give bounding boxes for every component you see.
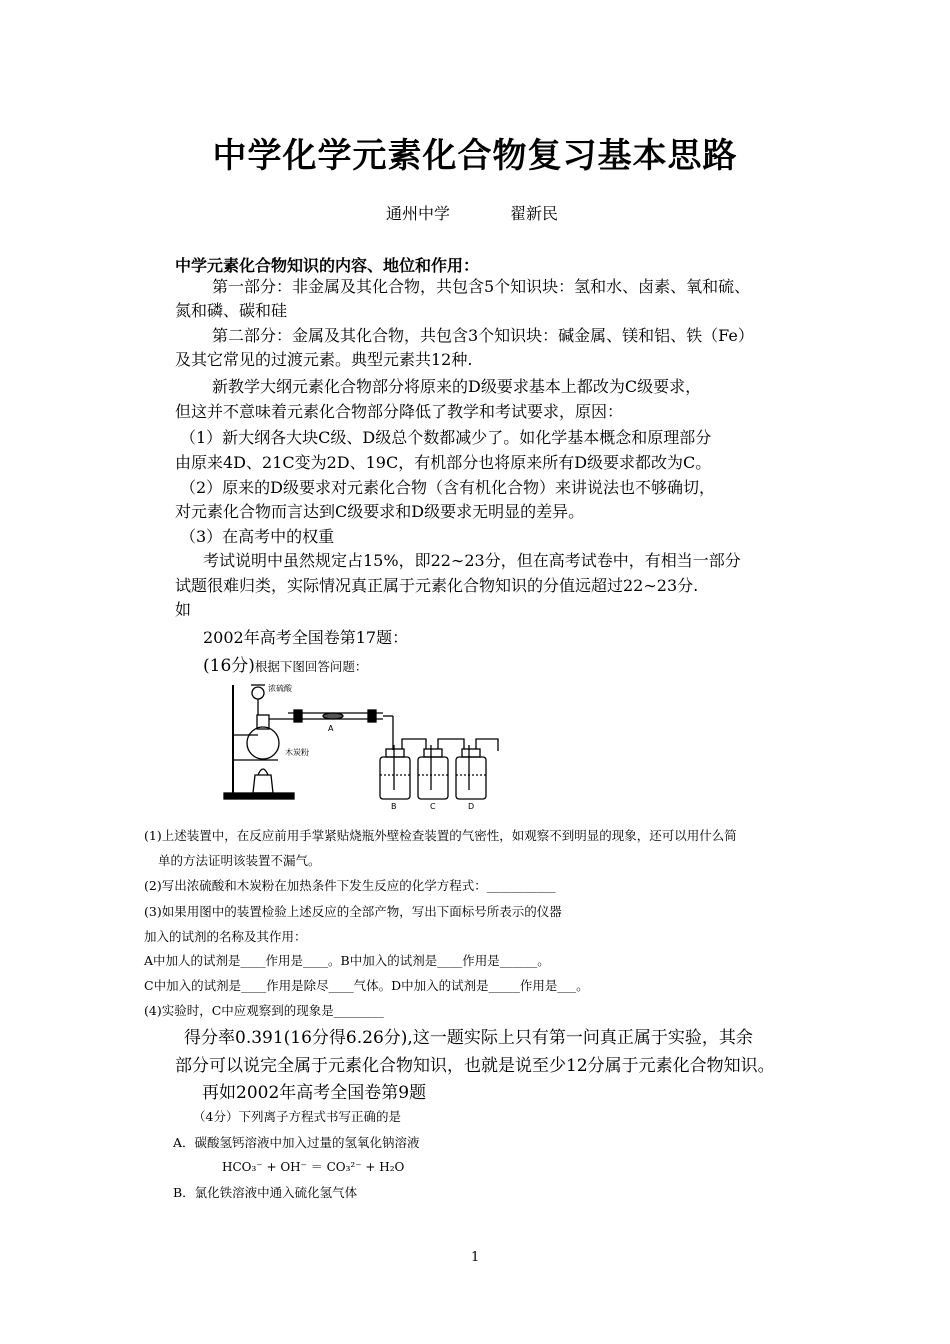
author-name: 翟新民 [510,204,559,223]
paragraph-4-line-1: （1）新大纲各大块C级、D级总个数都减少了。如化学基本概念和原理部分 [180,428,712,447]
option-a-equation: HCO₃⁻ + OH⁻ ＝ CO₃²⁻ + H₂O [222,1160,405,1174]
q9-prompt: （4分）下列离子方程式书写正确的是 [193,1109,401,1124]
paragraph-7-line-2: 试题很难归类，实际情况真正属于元素化合物知识的分值远超过22∼23分. [175,576,699,595]
label-b: B [391,802,397,810]
q17-prompt: 根据下图回答问题： [254,659,368,674]
paragraph-7-line-3: 如 [175,600,192,619]
score-line-1: 得分率0.391(16分得6.26分),这一题实际上只有第一问真正属于实验，其余 [184,1028,753,1048]
question-line-5: 加入的试剂的名称及其作用： [144,929,307,944]
paragraph-7-line-1: 考试说明中虽然规定占15%，即22∼23分，但在高考试卷中，有相当一部分 [203,551,741,570]
paragraph-1-line-1: 第一部分：非金属及其化合物，共包含5个知识块：氢和水、卤素、氧和硫、 [212,277,751,296]
funnel-bulb [252,687,264,699]
paragraph-3-line-1: 新教学大纲元素化合物部分将原来的D级要求基本上都改为C级要求， [212,377,702,396]
label-c: C [430,802,436,810]
page-number: 1 [471,1250,480,1265]
paragraph-3-line-2: 但这并不意味着元素化合物部分降低了教学和考试要求，原因： [175,402,624,421]
question-line-2: 单的方法证明该装置不漏气。 [158,853,321,868]
question-line-3: (2)写出浓硫酸和木炭粉在加热条件下发生反应的化学方程式：___________ [144,878,556,893]
option-a: A．碳酸氢钙溶液中加入过量的氢氧化钠溶液 [173,1135,420,1150]
question-line-4: (3)如果用图中的装置检验上述反应的全部产物，写出下面标号所表示的仪器 [144,904,562,919]
stand-base [224,793,294,799]
q17-points: (16分) [203,656,255,676]
paragraph-2-line-2: 及其它常见的过渡元素。典型元素共12种. [175,350,473,369]
q17-intro [203,651,367,676]
question-line-6: A中加人的试剂是____作用是____。B中加入的试剂是____作用是______。 [144,953,550,968]
q9-reference: 再如2002年高考全国卷第9题 [202,1083,427,1103]
question-line-7: C中加入的试剂是____作用是除尽____气体。D中加入的试剂是_____作用是___。 [144,978,589,993]
paragraph-4-line-2: 由原来4D、21C变为2D、19C，有机部分也将原来所有D级要求都改为C。 [175,453,712,472]
label-d: D [468,802,475,810]
label-charcoal: 木炭粉 [285,748,309,757]
burner [253,775,273,793]
paragraph-6: （3）在高考中的权重 [180,527,335,546]
tube-a-solid [323,713,343,719]
q17-reference: 2002年高考全国卷第17题： [203,628,409,647]
bottle-b [380,745,410,799]
bottle-d [456,745,486,799]
flask [247,727,279,759]
score-line-2: 部分可以说完全属于元素化合物知识，也就是说至少12分属于元素化合物知识。 [175,1056,775,1076]
paragraph-5-line-1: （2）原来的D级要求对元素化合物（含有机化合物）来讲说法也不够确切， [180,478,716,497]
paragraph-2-line-1: 第二部分：金属及其化合物，共包含3个知识块：碱金属、镁和铝、铁（Fe） [212,326,754,345]
option-b: B．氯化铁溶液中通入硫化氢气体 [173,1185,358,1200]
section-heading: 中学元素化合物知识的内容、地位和作用： [175,256,480,275]
question-line-1: (1)上述装置中，在反应前用手掌紧贴烧瓶外壁检查装置的气密性，如观察不到明显的现象，还可以用什么简 [144,828,737,843]
paragraph-5-line-2: 对元素化合物而言达到C级要求和D级要求无明显的差异。 [175,502,585,521]
paragraph-1-line-2: 氮和磷、碳和硅 [175,301,288,320]
author-school: 通州中学 [386,204,451,223]
question-line-8: (4)实验时，C中应观察到的现象是________ [144,1003,384,1018]
page-title: 中学化学元素化合物复习基本思路 [212,136,738,176]
flame [258,769,268,775]
apparatus-figure [218,675,508,810]
bottle-c [418,745,448,799]
label-acid: 浓硫酸 [268,684,292,693]
label-a: A [328,724,334,733]
